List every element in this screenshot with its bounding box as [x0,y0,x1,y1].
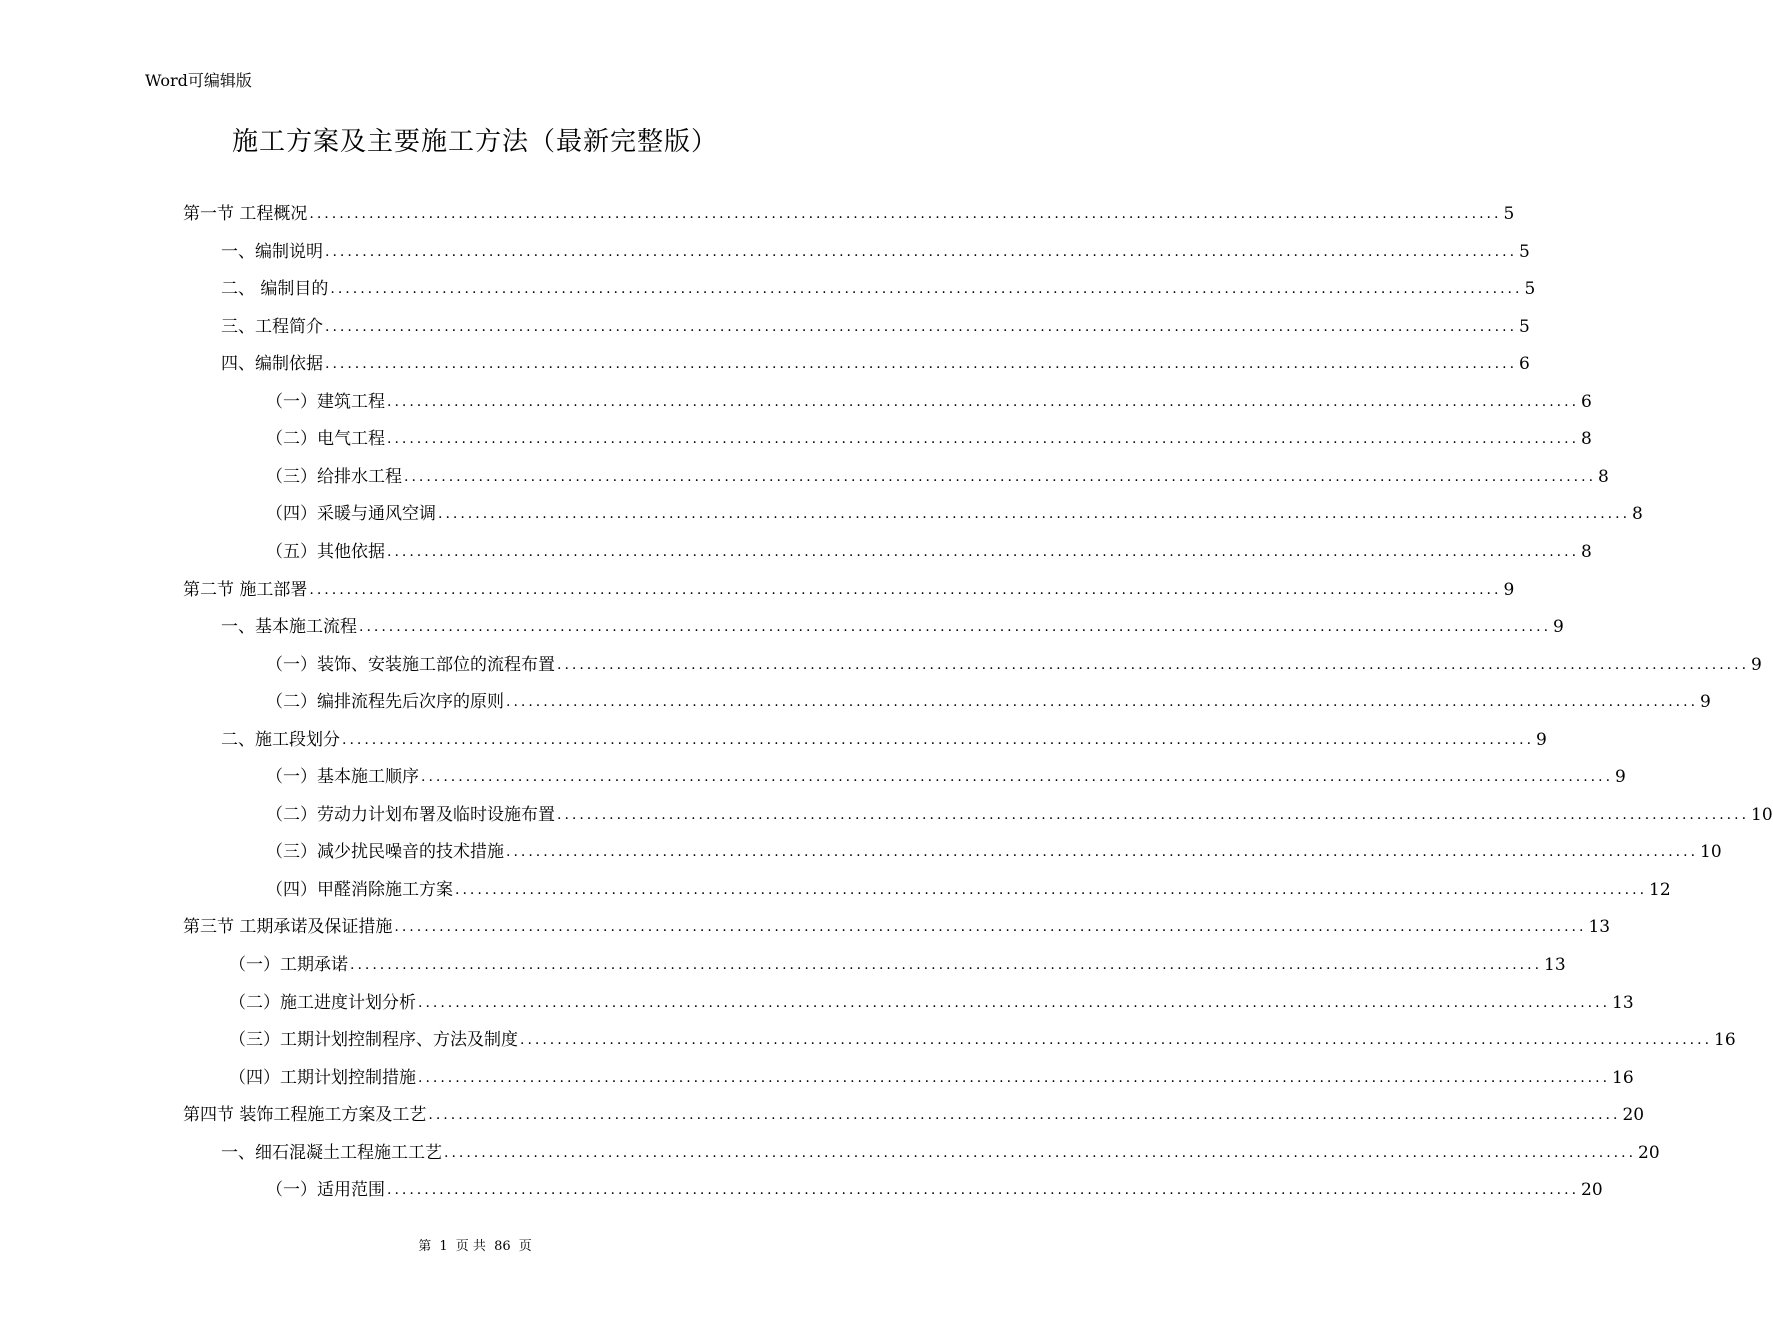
toc-entry-page: 16 [1612,1067,1634,1088]
toc-leader-dots: ................................................................................................................................................................ [387,431,1580,448]
toc-entry[interactable] [229,980,1634,1014]
toc-entry[interactable] [229,1055,1634,1089]
toc-leader-dots: ................................................................................................................................................................ [387,393,1580,410]
toc-entry-title: （二）劳动力计划布署及临时设施布置 [266,804,555,825]
toc-entry[interactable] [266,491,1643,525]
toc-leader-dots: ................................................................................................................................................................ [309,206,1502,222]
toc-entry-page: 9 [1751,654,1762,675]
toc-entry[interactable] [221,604,1564,638]
toc-entry-title: 第一节 工程概况 [183,204,308,224]
footer-total-pages: 86 [494,1239,511,1254]
toc-entry-page: 20 [1581,1180,1603,1201]
toc-entry-page: 8 [1598,466,1609,487]
toc-leader-dots: ................................................................................................................................................................ [394,919,1587,936]
toc-entry[interactable] [221,1130,1660,1164]
toc-leader-dots: ................................................................................................................................................................ [404,468,1597,485]
toc-entry-title: （五）其他依据 [266,541,385,562]
toc-entry-page: 8 [1632,504,1643,525]
toc-entry-page: 8 [1581,541,1592,562]
toc-entry-page: 20 [1622,1105,1645,1126]
toc-entry-title: 第四节 装饰工程施工方案及工艺 [183,1105,427,1126]
toc-entry-title: （三）减少扰民噪音的技术措施 [266,842,504,863]
footer-suffix: 页 [518,1239,532,1254]
toc-entry-title: 一、编制说明 [221,241,323,262]
toc-entry-title: 三、工程简介 [221,316,323,337]
toc-entry-page: 13 [1588,917,1611,938]
toc-entry[interactable] [183,567,1515,601]
toc-leader-dots: ................................................................................................................................................................ [506,694,1699,711]
toc-entry[interactable] [266,754,1626,788]
toc-entry[interactable] [266,679,1711,713]
toc-entry[interactable] [266,642,1762,676]
toc-entry-page: 5 [1519,241,1530,262]
toc-entry-title: （一）基本施工顺序 [266,767,419,788]
toc-entry[interactable] [266,1167,1603,1201]
toc-entry[interactable] [266,792,1773,826]
toc-entry-page: 13 [1544,955,1566,975]
toc-entry-page: 20 [1638,1142,1660,1163]
footer-prefix: 第 [418,1239,432,1254]
toc-entry-title: （一）适用范围 [266,1180,385,1201]
toc-entry-page: 8 [1581,429,1592,450]
toc-entry-page: 10 [1700,842,1722,863]
toc-leader-dots: ................................................................................................................................................................ [325,356,1518,373]
toc-entry-page: 10 [1751,804,1773,825]
toc-entry-title: （二）编排流程先后次序的原则 [266,692,504,713]
toc-entry-page: 9 [1536,729,1547,750]
toc-leader-dots: ................................................................................................................................................................ [428,1107,1621,1124]
toc-entry-title: 第三节 工期承诺及保证措施 [183,917,393,938]
toc-entry[interactable] [266,454,1609,488]
toc-entry[interactable] [266,867,1671,901]
toc-entry-title: 一、基本施工流程 [221,617,357,638]
toc-entry[interactable] [183,191,1515,225]
toc-leader-dots: ................................................................................................................................................................ [557,806,1750,823]
toc-entry-page: 6 [1519,354,1530,375]
toc-entry-page: 6 [1581,391,1592,412]
toc-entry[interactable] [266,416,1592,450]
toc-entry[interactable] [221,717,1547,751]
toc-entry[interactable] [229,942,1566,976]
toc-entry[interactable] [229,1017,1736,1051]
toc-leader-dots: ................................................................................................................................................................ [387,1182,1580,1199]
toc-entry-page: 9 [1615,767,1626,788]
toc-leader-dots: ................................................................................................................................................................ [421,769,1614,786]
toc-leader-dots: ................................................................................................................................................................ [557,656,1750,673]
toc-leader-dots: ................................................................................................................................................................ [325,243,1518,260]
toc-entry-page: 9 [1553,617,1564,638]
toc-entry-title: （三）工期计划控制程序、方法及制度 [229,1030,518,1051]
toc-entry-page: 5 [1503,204,1515,224]
toc-leader-dots: ................................................................................................................................................................ [520,1032,1713,1049]
header-label: Word可编辑版 [145,71,252,90]
toc-entry[interactable] [183,904,1611,938]
toc-leader-dots: ................................................................................................................................................................ [506,844,1699,861]
toc-entry-page: 9 [1503,579,1515,600]
toc-entry-title: 一、细石混凝土工程施工工艺 [221,1142,442,1163]
toc-entry-title: （二）施工进度计划分析 [229,992,416,1013]
toc-leader-dots: ................................................................................................................................................................ [444,1144,1637,1161]
toc-entry-title: （三）给排水工程 [266,466,402,487]
toc-entry[interactable] [183,1092,1645,1126]
toc-entry[interactable] [266,379,1592,413]
page-footer [0,1238,950,1256]
toc-leader-dots: ................................................................................................................................................................ [342,731,1535,748]
toc-entry[interactable] [221,266,1536,300]
document-title: 施工方案及主要施工方法（最新完整版） [231,127,718,157]
toc-entry-title: （二）电气工程 [266,429,385,450]
toc-entry[interactable] [221,304,1530,338]
footer-mid: 页 共 [455,1239,486,1254]
toc-leader-dots: ................................................................................................................................................................ [418,1069,1611,1086]
toc-entry-page: 5 [1519,316,1530,337]
toc-entry[interactable] [221,341,1530,375]
toc-entry-title: （四）甲醛消除施工方案 [266,879,453,900]
toc-leader-dots: ................................................................................................................................................................ [418,994,1611,1011]
toc-leader-dots: ................................................................................................................................................................ [359,619,1552,636]
toc-entry-page: 9 [1700,692,1711,713]
toc-leader-dots: ................................................................................................................................................................ [325,318,1518,335]
toc-entry-page: 12 [1649,879,1671,900]
toc-entry-title: （一）工期承诺 [229,955,348,975]
toc-leader-dots: ................................................................................................................................................................ [387,543,1580,560]
footer-current-page: 1 [439,1239,448,1254]
toc-entry-title: （四）采暖与通风空调 [266,504,436,525]
toc-entry-page: 13 [1612,992,1634,1013]
toc-entry[interactable] [221,229,1530,263]
toc-entry-title: 二、 编制目的 [221,279,329,300]
toc-entry-title: 四、编制依据 [221,354,323,375]
toc-entry-page: 16 [1714,1030,1736,1051]
toc-entry-page: 5 [1524,279,1536,300]
toc-entry-title: （一）建筑工程 [266,391,385,412]
toc-entry-title: 二、施工段划分 [221,729,340,750]
toc-entry-title: 第二节 施工部署 [183,579,308,600]
toc-leader-dots: ................................................................................................................................................................ [350,957,1543,973]
toc-entry[interactable] [266,529,1592,563]
toc-entry[interactable] [266,829,1722,863]
toc-leader-dots: ................................................................................................................................................................ [330,281,1523,298]
toc-leader-dots: ................................................................................................................................................................ [455,881,1648,898]
toc-entry-title: （四）工期计划控制措施 [229,1067,416,1088]
toc-entry-title: （一）装饰、安装施工部位的流程布置 [266,654,555,675]
toc-leader-dots: ................................................................................................................................................................ [309,581,1502,598]
toc-leader-dots: ................................................................................................................................................................ [438,506,1631,523]
